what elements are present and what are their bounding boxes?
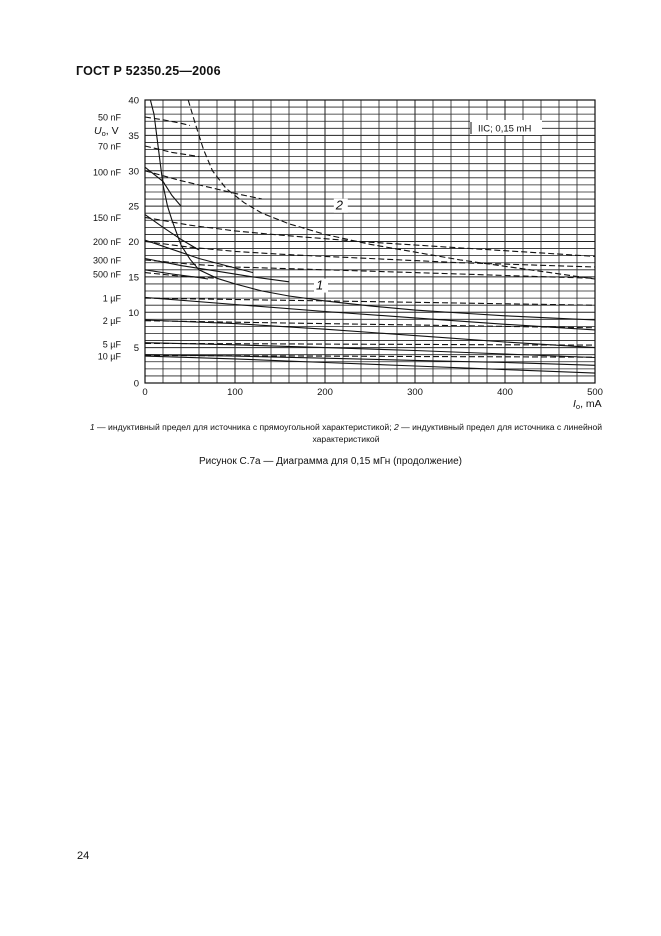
x-axis-subscript: o — [575, 402, 581, 411]
curve-solid — [145, 356, 595, 373]
x-tick-label: 100 — [227, 387, 243, 398]
legend — [470, 120, 542, 135]
note-text-1: — индуктивный предел для источника с прямоугольной характеристикой; — [94, 422, 394, 432]
capacitance-label: 70 nF — [97, 141, 121, 152]
y-tick-label: 20 — [128, 237, 139, 248]
curve-dashed — [145, 217, 595, 256]
y-axis-subscript: o — [101, 129, 106, 138]
y-axis-symbol: U — [94, 125, 102, 137]
figure-note — [76, 421, 616, 445]
capacitance-labels — [93, 112, 122, 361]
curve-label-1: 1 — [316, 277, 324, 293]
capacitance-label: 150 nF — [92, 212, 121, 223]
curve-label-2: 2 — [335, 197, 344, 213]
chart-curves — [145, 100, 595, 373]
capacitance-label: 2 µF — [102, 316, 121, 327]
capacitance-label: 5 µF — [102, 339, 121, 350]
y-tick-labels — [128, 96, 139, 390]
y-tick-label: 10 — [128, 307, 139, 319]
x-tick-labels — [142, 387, 603, 398]
capacitance-label: 10 µF — [97, 351, 121, 362]
y-tick-label: 35 — [128, 130, 139, 142]
chart-grid — [145, 100, 595, 383]
capacitance-label: 300 nF — [92, 255, 121, 266]
y-tick-label: 25 — [128, 201, 139, 213]
curve-solid — [145, 297, 595, 330]
y-axis-unit: , V — [105, 125, 119, 137]
x-axis-symbol: I — [573, 398, 576, 410]
x-tick-label: 400 — [497, 387, 513, 398]
capacitance-label: 500 nF — [92, 269, 121, 280]
legend-label: IIC; 0,15 mH — [478, 123, 532, 135]
note-text-2: — индуктивный предел для источника с линейной характеристикой — [312, 422, 603, 444]
capacitance-label: 50 nF — [97, 112, 121, 123]
x-axis-label — [573, 398, 602, 411]
x-tick-label: 500 — [587, 387, 603, 398]
note-number-2: 2 — [393, 422, 399, 432]
y-tick-label: 0 — [133, 378, 139, 390]
curve-dashed — [145, 146, 199, 157]
y-tick-label: 15 — [128, 272, 139, 284]
y-tick-label: 40 — [128, 95, 139, 107]
y-tick-label: 30 — [128, 166, 139, 178]
page-number: 24 — [77, 850, 90, 862]
capacitance-label: 200 nF — [92, 237, 121, 247]
capacitance-label: 100 nF — [92, 167, 121, 178]
curve-dashed — [145, 298, 595, 305]
x-axis-unit: , mA — [580, 398, 602, 410]
x-tick-label: 0 — [142, 387, 148, 398]
curve-solid — [145, 270, 208, 279]
y-tick-label: 5 — [133, 343, 139, 355]
x-tick-label: 200 — [317, 387, 333, 398]
curve-dashed — [145, 242, 595, 268]
capacitance-label: 1 µF — [102, 293, 121, 304]
y-axis-label — [94, 125, 119, 138]
x-tick-label: 300 — [407, 387, 423, 398]
figure-caption: Рисунок С.7а — Диаграмма для 0,15 мГн (продолжение) — [199, 456, 462, 467]
note-number-1: 1 — [89, 422, 95, 432]
voltage-current-chart — [0, 0, 661, 420]
standard-header: ГОСТ Р 52350.25—2006 — [76, 64, 221, 78]
